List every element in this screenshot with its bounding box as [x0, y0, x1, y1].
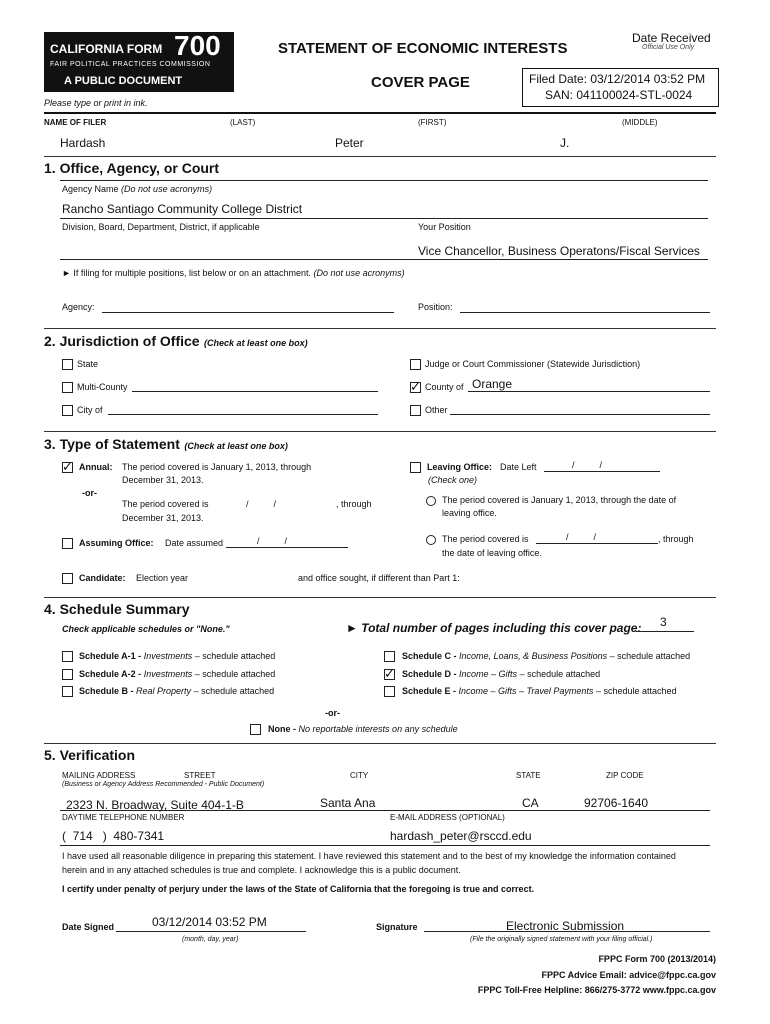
date-signed-value[interactable]: 03/12/2014 03:52 PM: [152, 915, 267, 929]
check-mark-icon: ✓: [410, 379, 421, 394]
signature-value[interactable]: Electronic Submission: [506, 919, 625, 933]
leaving-option2-text2: the date of leaving office.: [442, 548, 542, 558]
state-value[interactable]: CA: [522, 796, 539, 810]
phone-value[interactable]: ( 714 ) 480-7341: [62, 829, 165, 843]
agency2-input[interactable]: [102, 312, 394, 313]
annual-text1: The period covered is January 1, 2013, through: [122, 462, 312, 472]
form-subtitle: COVER PAGE: [371, 74, 470, 91]
section2-header: 2. Jurisdiction of Office (Check at least one box): [44, 333, 308, 349]
county-label: County of: [425, 382, 464, 392]
schedule-a1-checkbox[interactable]: [62, 651, 73, 662]
form-number: 700: [174, 30, 221, 61]
leaving-option2-radio[interactable]: [426, 535, 436, 545]
schedule-c-label: Schedule C - Income, Loans, & Business Positions – schedule attached: [402, 651, 691, 661]
date-signed-label: Date Signed: [62, 922, 115, 932]
filed-date: Filed Date: 03/12/2014 03:52 PM: [529, 72, 706, 86]
other-input[interactable]: [450, 414, 710, 415]
signature-note: (File the originally signed statement with your filing official.): [470, 936, 653, 943]
date-left-input[interactable]: [544, 471, 660, 472]
election-year-label: Election year: [136, 573, 189, 583]
divider: [44, 156, 716, 157]
certify-statement: I certify under penalty of perjury under the laws of the State of California that the foregoing is true and correct.: [62, 884, 535, 894]
schedule-d-label: Schedule D - Income – Gifts – schedule attached: [402, 669, 601, 679]
schedule-a2-checkbox[interactable]: [62, 669, 73, 680]
zip-label: ZIP CODE: [606, 771, 644, 780]
divider: [468, 391, 710, 392]
schedule-b-checkbox[interactable]: [62, 686, 73, 697]
judge-label: Judge or Court Commissioner (Statewide Jurisdiction): [425, 359, 641, 369]
other-label: Other: [425, 405, 448, 415]
left-slash: / /: [572, 460, 603, 470]
total-pages-value[interactable]: 3: [660, 615, 667, 629]
divider: [424, 931, 710, 932]
office-sought-input[interactable]: [478, 582, 710, 583]
leaving-option2-input[interactable]: [536, 543, 658, 544]
section5-title: 5. Verification: [44, 747, 136, 763]
schedule-b-label: Schedule B - Real Property – schedule attached: [79, 686, 275, 696]
leaving-option1-text1: The period covered is January 1, 2013, through the date of: [442, 495, 677, 505]
leaving-option2-text1: The period covered is: [442, 534, 529, 544]
annual-label: Annual:: [79, 462, 113, 472]
agency2-label: Agency:: [62, 302, 95, 312]
state-label-5: STATE: [516, 771, 541, 780]
divider: [60, 845, 710, 846]
assuming-label: Assuming Office:: [79, 538, 154, 548]
candidate-label: Candidate:: [79, 573, 126, 583]
annual-text2: December 31, 2013.: [122, 475, 204, 485]
leaving-option2-slash: / /: [566, 532, 597, 542]
san-number: SAN: 041100024-STL-0024: [545, 88, 693, 102]
signature-label: Signature: [376, 922, 418, 932]
middle-label: (MIDDLE): [622, 118, 658, 127]
date-assumed-input[interactable]: [226, 547, 348, 548]
candidate-checkbox[interactable]: [62, 573, 73, 584]
diligence-statement-2: herein and in any attached schedules is true and complete. I acknowledge this is a public document.: [62, 865, 461, 875]
leaving-option1-text2: leaving office.: [442, 508, 497, 518]
county-value[interactable]: Orange: [472, 377, 513, 391]
leaving-option1-radio[interactable]: [426, 496, 436, 506]
period-date-input[interactable]: [220, 509, 330, 510]
first-label: (FIRST): [418, 118, 447, 127]
divider: [60, 180, 708, 181]
date-format-note: (month, day, year): [182, 936, 239, 943]
schedule-a2-label: Schedule A-2 - Investments – schedule attached: [79, 669, 276, 679]
divider: [60, 810, 710, 811]
public-doc-label: A PUBLIC DOCUMENT: [64, 75, 183, 87]
check-mark-icon: ✓: [62, 459, 73, 474]
agency-name-label: Agency Name (Do not use acronyms): [62, 184, 213, 194]
divider: [44, 328, 716, 329]
other-checkbox[interactable]: [410, 405, 421, 416]
divider: [116, 931, 306, 932]
date-received-label: Date Received: [632, 31, 711, 45]
your-position-label: Your Position: [418, 222, 471, 232]
period-through: , through: [336, 499, 372, 509]
street-value[interactable]: 2323 N. Broadway, Suite 404-1-B: [66, 798, 244, 812]
multiple-positions-note: ► If filing for multiple positions, list below or on an attachment. (Do not use acronyms): [62, 268, 405, 278]
phone-label: DAYTIME TELEPHONE NUMBER: [62, 813, 185, 822]
section3-header: 3. Type of Statement (Check at least one box): [44, 436, 288, 452]
mailing-address-label: MAILING ADDRESS: [62, 771, 136, 780]
division-label: Division, Board, Department, District, if applicable: [62, 222, 260, 232]
form-label: CALIFORNIA FORM: [50, 42, 163, 56]
city-label: City of: [77, 405, 103, 415]
assuming-checkbox[interactable]: [62, 538, 73, 549]
filer-middle-name[interactable]: J.: [560, 136, 570, 150]
leaving-label: Leaving Office:: [427, 462, 493, 472]
position-value[interactable]: Vice Chancellor, Business Operatons/Fiscal Services: [418, 244, 700, 258]
agency-name[interactable]: Rancho Santiago Community College District: [62, 202, 303, 216]
schedule-c-checkbox[interactable]: [384, 651, 395, 662]
schedule-e-label: Schedule E - Income – Gifts – Travel Payments – schedule attached: [402, 686, 677, 696]
divider: [44, 743, 716, 744]
divider: [60, 259, 708, 260]
check-mark-icon: ✓: [384, 666, 395, 681]
judge-checkbox[interactable]: [410, 359, 421, 370]
state-label: State: [77, 359, 99, 369]
multi-county-input[interactable]: [132, 391, 378, 392]
last-label: (LAST): [230, 118, 256, 127]
election-year-input[interactable]: [195, 582, 295, 583]
form-badge: [44, 32, 234, 92]
schedule-note: Check applicable schedules or "None.": [62, 624, 230, 634]
city-checkbox[interactable]: [62, 405, 73, 416]
position2-input[interactable]: [460, 312, 710, 313]
schedule-e-checkbox[interactable]: [384, 686, 395, 697]
form-title: STATEMENT OF ECONOMIC INTERESTS: [278, 40, 568, 57]
none-label: None - No reportable interests on any schedule: [268, 724, 458, 734]
office-sought-label: and office sought, if different than Part 1:: [298, 573, 460, 583]
commission-label: FAIR POLITICAL PRACTICES COMMISSION: [50, 61, 211, 68]
filed-stamp: [522, 68, 719, 107]
diligence-statement-1: I have used all reasonable diligence in preparing this statement. I have reviewed this statement and to the best of my knowledge the information contained: [62, 851, 676, 861]
street-label: STREET: [184, 771, 216, 780]
schedule-or-label: -or-: [325, 708, 340, 718]
none-checkbox[interactable]: [250, 724, 261, 735]
multi-county-label: Multi-County: [77, 382, 128, 392]
divider: [44, 112, 716, 114]
state-checkbox[interactable]: [62, 359, 73, 370]
leaving-option2-through: , through: [658, 534, 694, 544]
leaving-checkbox[interactable]: [410, 462, 421, 473]
city-input[interactable]: [108, 414, 378, 415]
period-text2: December 31, 2013.: [122, 513, 204, 523]
name-of-filer-label: NAME OF FILER: [44, 118, 107, 127]
divider: [44, 597, 716, 598]
period-text1: The period covered is: [122, 499, 209, 509]
section1-title: 1. Office, Agency, or Court: [44, 160, 220, 176]
or-label: -or-: [82, 488, 97, 498]
date-assumed-label: Date assumed: [165, 538, 224, 548]
email-label: E-MAIL ADDRESS (OPTIONAL): [390, 813, 505, 822]
filer-last-name[interactable]: Hardash: [60, 136, 106, 150]
city-label-5: CITY: [350, 771, 369, 780]
zip-value[interactable]: 92706-1640: [584, 796, 649, 810]
footer-advice-email: FPPC Advice Email: advice@fppc.ca.gov: [541, 970, 716, 980]
official-use-label: Official Use Only: [642, 44, 695, 51]
divider: [636, 631, 694, 632]
divider: [44, 431, 716, 432]
check-one-label: (Check one): [428, 475, 478, 485]
divider: [60, 218, 708, 219]
position2-label: Position:: [418, 302, 453, 312]
total-pages-label: ► Total number of pages including this cover page:: [346, 621, 642, 635]
city-value[interactable]: Santa Ana: [320, 796, 376, 810]
filer-first-name[interactable]: Peter: [335, 136, 364, 150]
address-note: (Business or Agency Address Recommended - Public Document): [62, 781, 265, 788]
assumed-slash: / /: [257, 536, 288, 546]
ink-instruction: Please type or print in ink.: [44, 98, 148, 108]
email-value[interactable]: hardash_peter@rsccd.edu: [390, 829, 532, 843]
multi-county-checkbox[interactable]: [62, 382, 73, 393]
section4-title: 4. Schedule Summary: [44, 601, 190, 617]
period-slash: / /: [246, 499, 277, 509]
date-left-label: Date Left: [500, 462, 537, 472]
schedule-a1-label: Schedule A-1 - Investments – schedule attached: [79, 651, 276, 661]
footer-helpline: FPPC Toll-Free Helpline: 866/275-3772 www.fppc.ca.gov: [477, 985, 716, 995]
footer-form-id: FPPC Form 700 (2013/2014): [598, 954, 716, 964]
